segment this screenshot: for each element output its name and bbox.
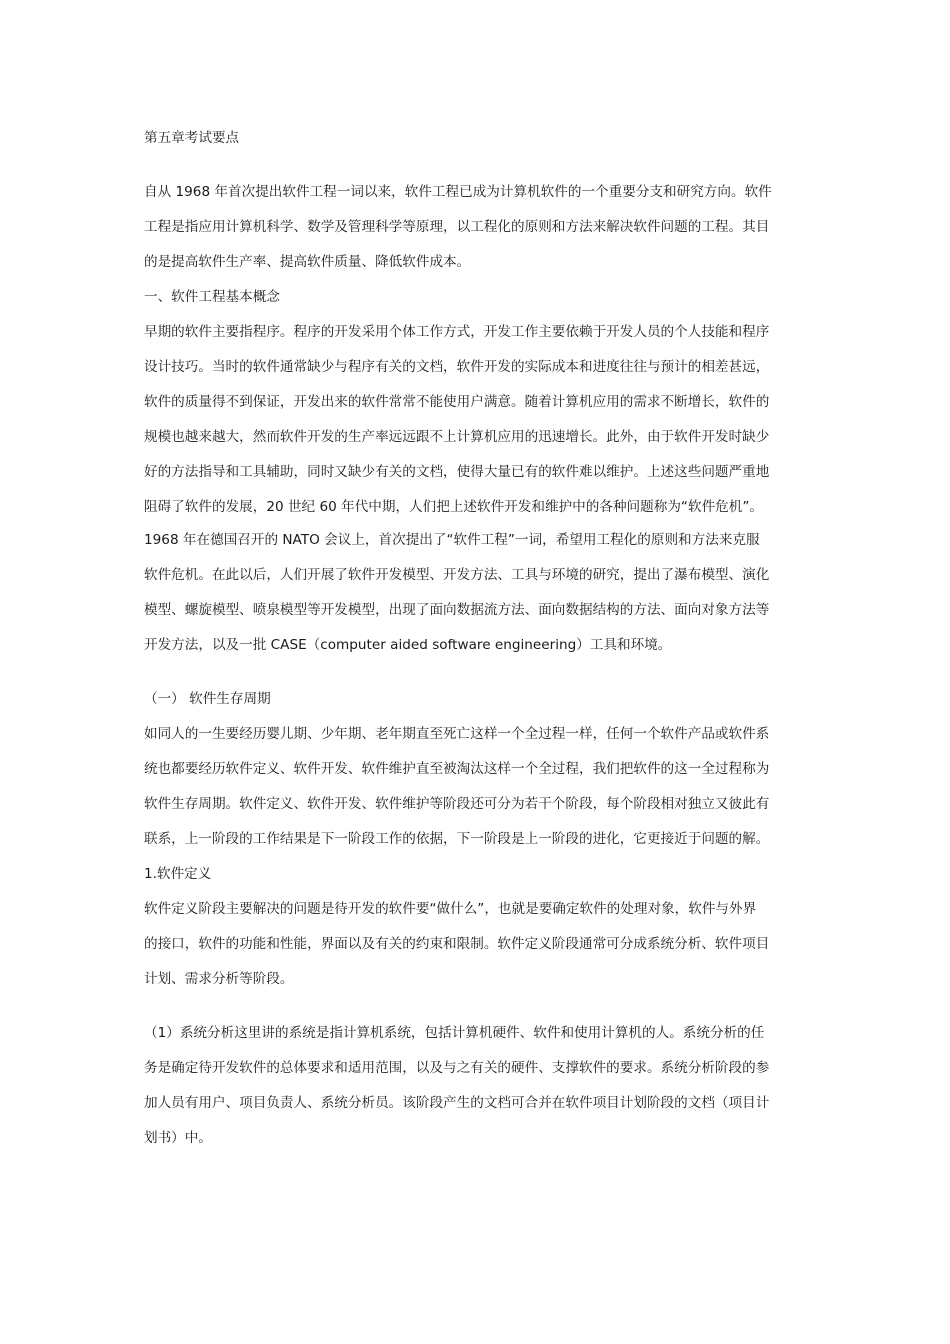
item-heading: 1.软件定义 — [144, 866, 212, 882]
section-heading: 一、软件工程基本概念 — [144, 289, 280, 305]
body-line: 计划、需求分析等阶段。 — [144, 971, 294, 987]
body-line: 软件定义阶段主要解决的问题是待开发的软件要“做什么”，也就是要确定软件的处理对象，软件与外界 — [144, 901, 757, 917]
subsection-heading: （一） 软件生存周期 — [144, 691, 271, 707]
body-line: 软件的质量得不到保证，开发出来的软件常常不能使用户满意。随着计算机应用的需求不断增长，软件的 — [144, 394, 770, 410]
body-line: 软件生存周期。软件定义、软件开发、软件维护等阶段还可分为若干个阶段，每个阶段相对独立又彼此有 — [144, 796, 770, 812]
intro-line: 工程是指应用计算机科学、数学及管理科学等原理，以工程化的原则和方法来解决软件问题的工程。其目 — [144, 219, 770, 235]
body-line: 统也都要经历软件定义、软件开发、软件维护直至被淘汰这样一个全过程，我们把软件的这一全过程称为 — [144, 761, 770, 777]
body-line: （1）系统分析这里讲的系统是指计算机系统，包括计算机硬件、软件和使用计算机的人。系统分析的任 — [144, 1025, 765, 1041]
body-line: 划书）中。 — [144, 1130, 212, 1146]
body-line: 软件危机。在此以后，人们开展了软件开发模型、开发方法、工具与环境的研究，提出了瀑布模型、演化 — [144, 567, 770, 583]
body-line: 加人员有用户、项目负责人、系统分析员。该阶段产生的文档可合并在软件项目计划阶段的文档（项目计 — [144, 1095, 770, 1111]
body-line: 阻碍了软件的发展，20 世纪 60 年代中期，人们把上述软件开发和维护中的各种问题称为“软件危机”。 — [144, 499, 763, 515]
body-line: 规模也越来越大，然而软件开发的生产率远远跟不上计算机应用的迅速增长。此外，由于软件开发时缺少 — [144, 429, 770, 445]
body-line: 1968 年在德国召开的 NATO 会议上，首次提出了“软件工程”一词，希望用工程化的原则和方法来克服 — [144, 532, 760, 548]
body-line: 模型、螺旋模型、喷泉模型等开发模型，出现了面向数据流方法、面向数据结构的方法、面向对象方法等 — [144, 602, 770, 618]
body-line: 务是确定待开发软件的总体要求和适用范围，以及与之有关的硬件、支撑软件的要求。系统分析阶段的参 — [144, 1060, 770, 1076]
body-line: 如同人的一生要经历婴儿期、少年期、老年期直至死亡这样一个全过程一样，任何一个软件产品或软件系 — [144, 726, 770, 742]
page-title: 第五章考试要点 — [144, 130, 240, 146]
body-line: 设计技巧。当时的软件通常缺少与程序有关的文档，软件开发的实际成本和进度往往与预计的相差甚远， — [144, 359, 770, 375]
intro-line: 自从 1968 年首次提出软件工程一词以来，软件工程已成为计算机软件的一个重要分支和研究方向。软件 — [144, 184, 772, 200]
body-line: 开发方法，以及一批 CASE（computer aided software engineering）工具和环境。 — [144, 637, 672, 653]
intro-line: 的是提高软件生产率、提高软件质量、降低软件成本。 — [144, 254, 471, 270]
body-line: 联系，上一阶段的工作结果是下一阶段工作的依据，下一阶段是上一阶段的进化，它更接近于问题的解。 — [144, 831, 770, 847]
body-line: 早期的软件主要指程序。程序的开发采用个体工作方式，开发工作主要依赖于开发人员的个人技能和程序 — [144, 324, 770, 340]
body-line: 好的方法指导和工具辅助，同时又缺少有关的文档，使得大量已有的软件难以维护。上述这些问题严重地 — [144, 464, 770, 480]
body-line: 的接口，软件的功能和性能，界面以及有关的约束和限制。软件定义阶段通常可分成系统分析、软件项目 — [144, 936, 770, 952]
